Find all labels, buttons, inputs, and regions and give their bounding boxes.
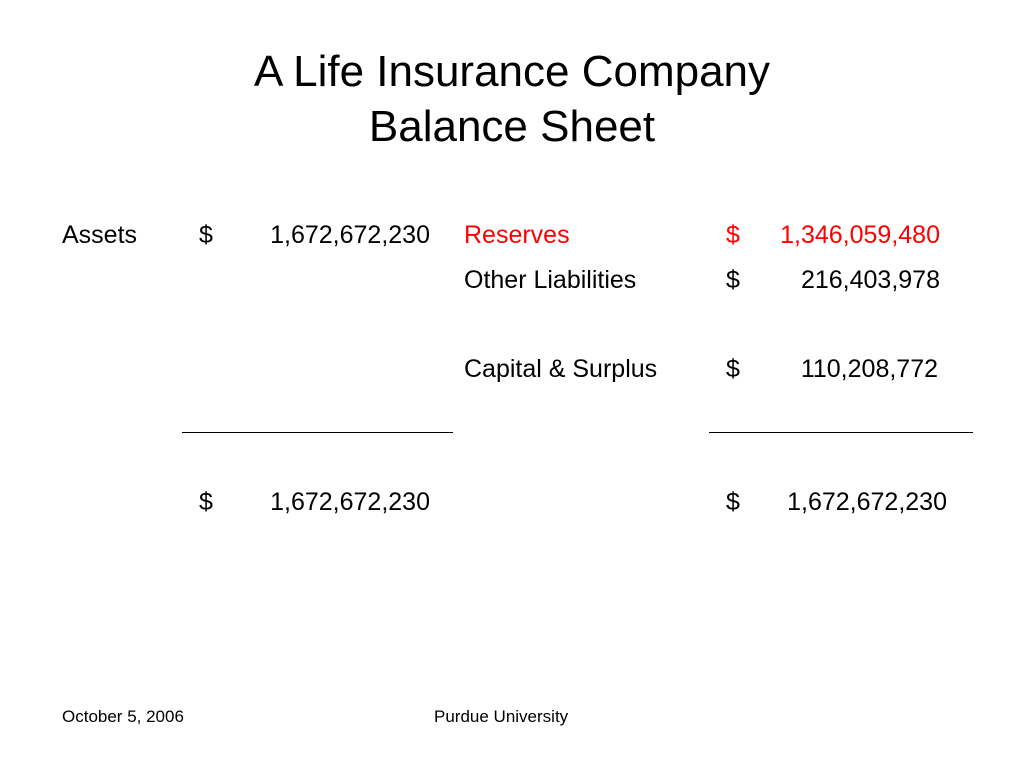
other-liabilities-amount: 216,403,978 [800, 266, 940, 294]
assets-total-currency: $ [199, 488, 213, 516]
liabilities-total-amount: 1,672,672,230 [787, 488, 947, 516]
assets-label: Assets [62, 221, 138, 249]
capital-surplus-label: Capital & Surplus [464, 355, 658, 383]
capital-surplus-amount: 110,208,772 [800, 355, 938, 383]
reserves-label: Reserves [464, 221, 570, 249]
reserves-currency: $ [726, 221, 740, 249]
liabilities-total-currency: $ [726, 488, 740, 516]
reserves-amount: 1,346,059,480 [780, 221, 940, 249]
footer-institution: Purdue University [434, 707, 569, 726]
capital-surplus-currency: $ [726, 355, 740, 383]
liabilities-total-rule [709, 432, 973, 433]
other-liabilities-label: Other Liabilities [464, 266, 637, 294]
slide-title: A Life Insurance Company [253, 47, 771, 96]
assets-total-amount: 1,672,672,230 [270, 488, 430, 516]
other-liabilities-currency: $ [726, 266, 740, 294]
assets-amount: 1,672,672,230 [270, 221, 430, 249]
footer-date: October 5, 2006 [62, 707, 184, 726]
assets-total-rule [182, 432, 453, 433]
slide-subtitle: Balance Sheet [368, 102, 656, 151]
assets-currency: $ [199, 221, 213, 249]
